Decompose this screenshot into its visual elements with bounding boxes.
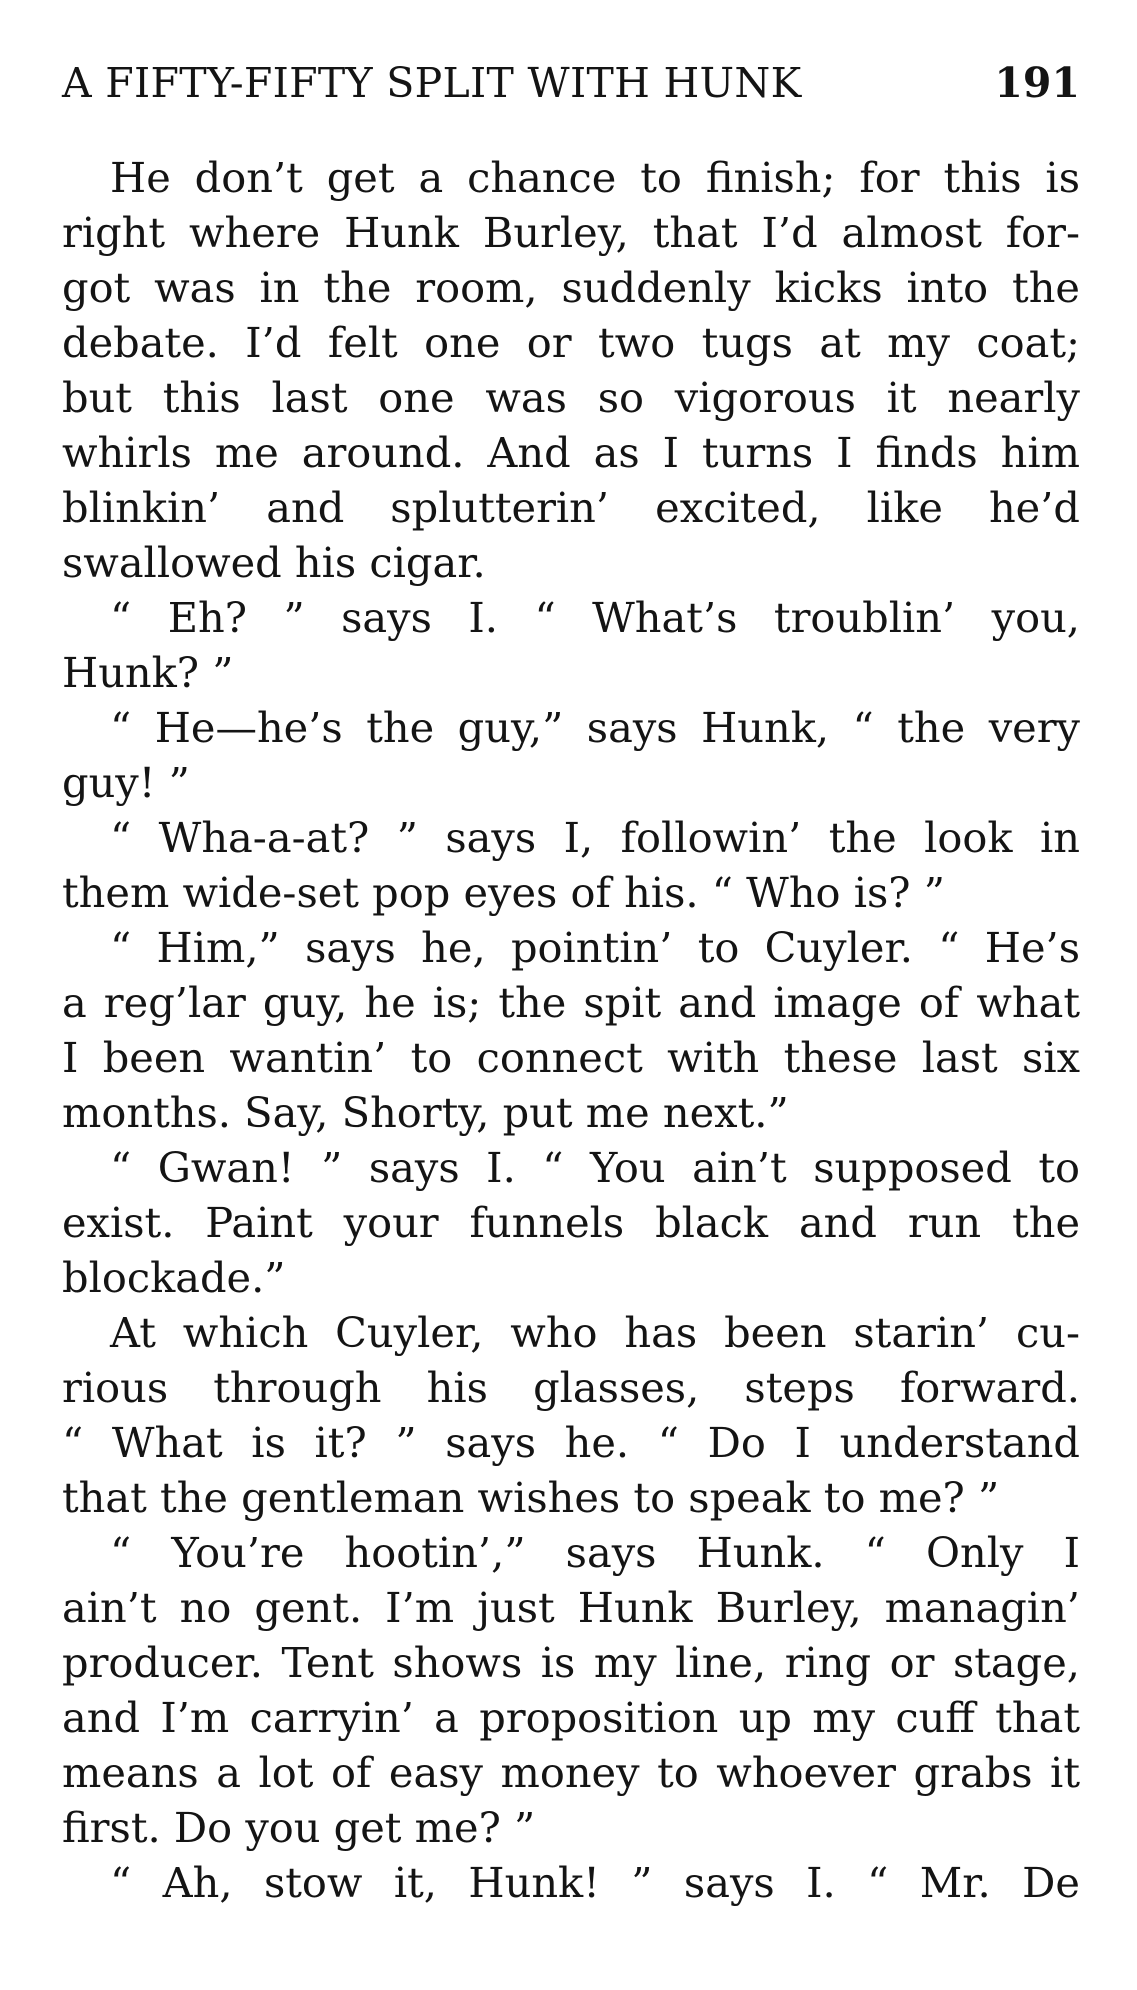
text-line: “ Wha-a-at? ” says I, followin’ the look in xyxy=(110,813,1080,862)
text-line: whirls me around. And as I turns I finds him xyxy=(62,428,1080,477)
text-line: but this last one was so vigorous it nearly xyxy=(62,373,1080,422)
body-text xyxy=(62,150,1080,1910)
paragraph xyxy=(62,1855,1080,1910)
text-line: producer. Tent shows is my line, ring or stage, xyxy=(62,1638,1080,1687)
text-line: a reg’lar guy, he is; the spit and image of what xyxy=(62,978,1080,1027)
text-line: He don’t get a chance to finish; for this is xyxy=(110,153,1080,202)
paragraph xyxy=(62,1140,1080,1305)
text-line: “ Him,” says he, pointin’ to Cuyler. “ He’s xyxy=(110,923,1080,972)
text-line: that the gentleman wishes to speak to me? ” xyxy=(62,1473,1000,1522)
text-line: got was in the room, suddenly kicks into the xyxy=(62,263,1080,312)
text-line: At which Cuyler, who has been starin’ cu- xyxy=(110,1308,1080,1357)
text-line: blockade.” xyxy=(62,1253,286,1302)
text-line: means a lot of easy money to whoever grabs it xyxy=(62,1748,1080,1797)
text-line: “ Ah, stow it, Hunk! ” says I. “ Mr. De xyxy=(110,1858,1080,1907)
paragraph xyxy=(62,700,1080,810)
text-line: and I’m carryin’ a proposition up my cuff that xyxy=(62,1693,1080,1742)
paragraph xyxy=(62,1525,1080,1855)
text-line: “ Gwan! ” says I. “ You ain’t supposed to xyxy=(110,1143,1080,1192)
text-line: “ He—he’s the guy,” says Hunk, “ the very xyxy=(110,703,1080,752)
running-head xyxy=(62,58,1080,108)
text-line: rious through his glasses, steps forward. xyxy=(62,1363,1080,1412)
text-line: ain’t no gent. I’m just Hunk Burley, managin’ xyxy=(62,1583,1080,1632)
text-line: “ Eh? ” says I. “ What’s troublin’ you, xyxy=(110,593,1080,642)
text-line: months. Say, Shorty, put me next.” xyxy=(62,1088,789,1137)
text-line: Hunk? ” xyxy=(62,648,234,697)
chapter-title: A FIFTY-FIFTY SPLIT WITH HUNK xyxy=(62,59,802,107)
text-line: swallowed his cigar. xyxy=(62,538,486,587)
text-line: debate. I’d felt one or two tugs at my coat; xyxy=(62,318,1080,367)
paragraph xyxy=(62,150,1080,590)
text-line: guy! ” xyxy=(62,758,190,807)
paragraph xyxy=(62,920,1080,1140)
paragraph xyxy=(62,1305,1080,1525)
text-line: “ What is it? ” says he. “ Do I understand xyxy=(62,1418,1080,1467)
text-line: first. Do you get me? ” xyxy=(62,1803,536,1852)
text-line: right where Hunk Burley, that I’d almost for- xyxy=(62,208,1080,257)
text-line: blinkin’ and splutterin’ excited, like he’d xyxy=(62,483,1080,532)
text-line: them wide-set pop eyes of his. “ Who is? ” xyxy=(62,868,945,917)
text-line: “ You’re hootin’,” says Hunk. “ Only I xyxy=(110,1528,1080,1577)
text-line: I been wantin’ to connect with these last six xyxy=(62,1033,1080,1082)
page-number: 191 xyxy=(994,59,1080,107)
paragraph xyxy=(62,810,1080,920)
text-line: exist. Paint your funnels black and run the xyxy=(62,1198,1080,1247)
paragraph xyxy=(62,590,1080,700)
